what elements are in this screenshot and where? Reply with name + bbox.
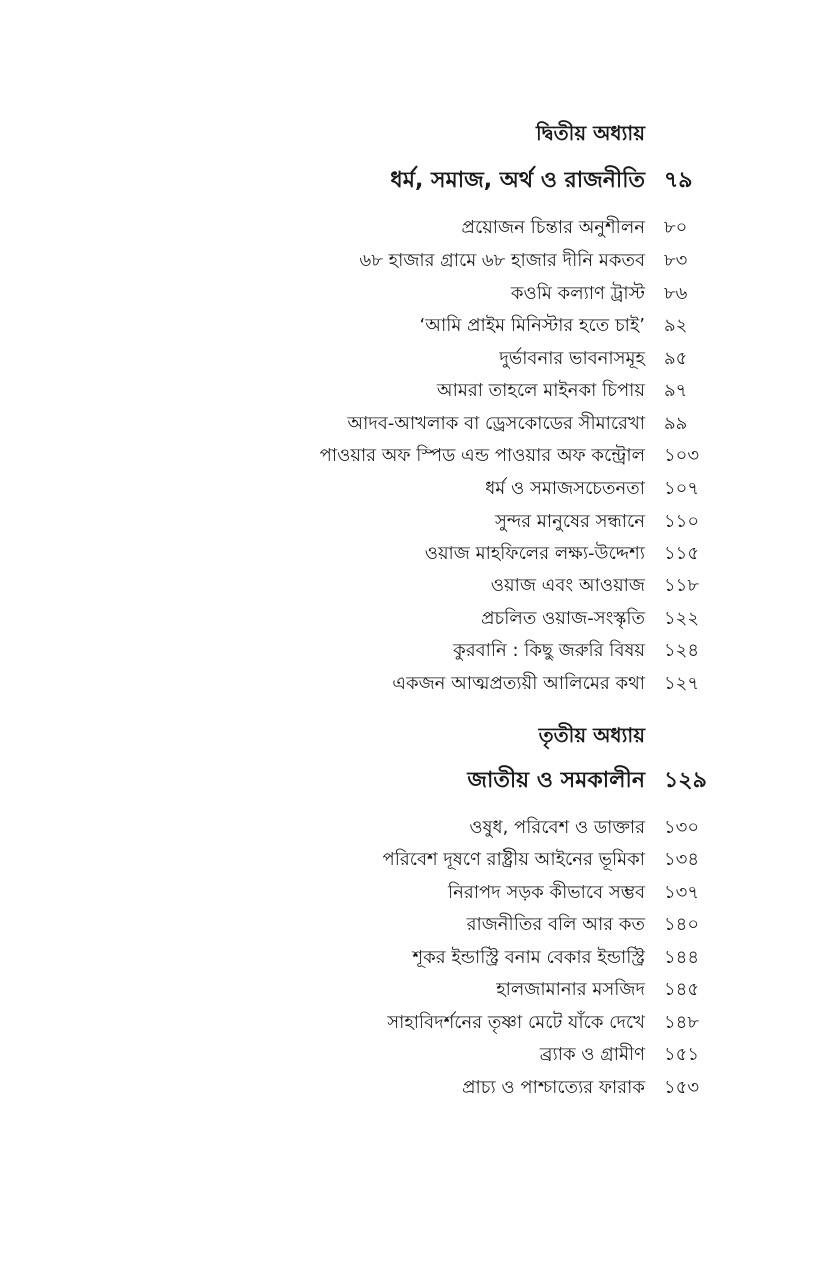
chapter-heading: দ্বিতীয় অধ্যায় — [536, 121, 645, 145]
section-page-number: ৭৯ — [664, 168, 693, 193]
toc-entry — [0, 539, 825, 569]
toc-entry — [0, 507, 825, 537]
section-title: ধর্ম, সমাজ, অর্থ ও রাজনীতি — [390, 168, 645, 193]
entry-title: সাহাবিদর্শনের তৃষ্ণা মেটে যাঁকে দেখে — [387, 1012, 645, 1033]
entry-page-number: ১৩৭ — [664, 882, 700, 903]
entry-title: ‘আমি প্রাইম মিনিস্টার হতে চাই’ — [419, 315, 645, 336]
entry-page-number: ১৩০ — [664, 817, 700, 838]
toc-entry — [0, 910, 825, 940]
entry-page-number: ১০৩ — [664, 445, 700, 466]
entry-title: আমরা তাহলে মাইনকা চিপায় — [436, 380, 645, 401]
entry-title: কওমি কল্যাণ ট্রাস্ট — [510, 283, 645, 304]
entry-title: নিরাপদ সড়ক কীভাবে সম্ভব — [448, 882, 645, 903]
section-page-number: ১২৯ — [664, 768, 707, 793]
entry-page-number: ১০৭ — [664, 478, 700, 499]
toc-entry — [0, 878, 825, 908]
toc-entry — [0, 1073, 825, 1103]
toc-entry — [0, 636, 825, 666]
entry-title: পাওয়ার অফ স্পিড এন্ড পাওয়ার অফ কন্ট্রোল — [319, 445, 645, 466]
entry-title: দুর্ভাবনার ভাবনাসমূহ — [499, 348, 645, 369]
entry-title: প্রাচ্য ও পাশ্চাত্যের ফারাক — [462, 1077, 645, 1098]
entry-title: ব্র্যাক ও গ্রামীণ — [539, 1044, 645, 1065]
entry-page-number: ৮৩ — [664, 250, 688, 271]
entry-page-number: ১১০ — [664, 511, 700, 532]
entry-title: ওয়াজ এবং আওয়াজ — [490, 575, 645, 596]
toc-entry — [0, 376, 825, 406]
entry-title: ওয়াজ মাহফিলের লক্ষ্য-উদ্দেশ্য — [424, 543, 645, 564]
entry-page-number: ৮০ — [664, 217, 688, 238]
entry-title: পরিবেশ দূষণে রাষ্ট্রীয় আইনের ভূমিকা — [382, 849, 645, 870]
toc-entry — [0, 1008, 825, 1038]
entry-page-number: ১৪৫ — [664, 979, 700, 1000]
entry-page-number: ১২২ — [664, 608, 700, 629]
entry-page-number: ১২৭ — [664, 673, 700, 694]
toc-entry — [0, 474, 825, 504]
entry-title: ধর্ম ও সমাজসচেতনতা — [485, 478, 645, 499]
entry-page-number: ১৩৪ — [664, 849, 700, 870]
entry-title: আদব-আখলাক বা ড্রেসকোডের সীমারেখা — [347, 413, 645, 434]
toc-entry — [0, 213, 825, 243]
entry-page-number: ১২৪ — [664, 640, 700, 661]
chapter-2-label — [0, 118, 825, 148]
toc-entry — [0, 669, 825, 699]
toc-entry — [0, 1040, 825, 1070]
entry-page-number: ৮৬ — [664, 283, 688, 304]
entry-title: কুরবানি : কিছু জরুরি বিষয় — [453, 640, 645, 661]
toc-entry — [0, 604, 825, 634]
entry-title: প্রয়োজন চিন্তার অনুশীলন — [461, 217, 645, 238]
entry-page-number: ৯২ — [664, 315, 688, 336]
entry-page-number: ১৪৮ — [664, 1012, 700, 1033]
toc-entry — [0, 571, 825, 601]
toc-entry — [0, 311, 825, 341]
entry-title: সুন্দর মানুষের সন্ধানে — [494, 511, 645, 532]
chapter-heading: তৃতীয় অধ্যায় — [538, 723, 645, 747]
section-title: জাতীয় ও সমকালীন — [467, 768, 645, 793]
entry-page-number: ১১৮ — [664, 575, 700, 596]
entry-title: রাজনীতির বলি আর কত — [466, 914, 645, 935]
toc-entry — [0, 409, 825, 439]
entry-page-number: ১১৫ — [664, 543, 700, 564]
chapter-2-section-title — [0, 166, 825, 196]
entry-title: শূকর ইন্ডাস্ট্রি বনাম বেকার ইন্ডাস্ট্রি — [412, 947, 645, 968]
entry-page-number: ১৪৪ — [664, 947, 700, 968]
entry-page-number: ৯৯ — [664, 413, 688, 434]
toc-entry — [0, 813, 825, 843]
entry-page-number: ১৫৩ — [664, 1077, 700, 1098]
entry-title: প্রচলিত ওয়াজ-সংস্কৃতি — [481, 608, 645, 629]
entry-page-number: ১৫১ — [664, 1044, 700, 1065]
chapter-3-section-title — [0, 766, 825, 796]
toc-entry — [0, 441, 825, 471]
toc-entry — [0, 845, 825, 875]
toc-entry — [0, 344, 825, 374]
toc-entry — [0, 943, 825, 973]
entry-page-number: ৯৭ — [664, 380, 688, 401]
entry-title: ওষুধ, পরিবেশ ও ডাক্তার — [469, 817, 645, 838]
entry-page-number: ৯৫ — [664, 348, 688, 369]
entry-title: একজন আত্মপ্রত্যয়ী আলিমের কথা — [392, 673, 645, 694]
chapter-3-label — [0, 720, 825, 750]
entry-title: ৬৮ হাজার গ্রামে ৬৮ হাজার দীনি মকতব — [359, 250, 645, 271]
toc-entry — [0, 975, 825, 1005]
entry-page-number: ১৪০ — [664, 914, 700, 935]
entry-title: হালজামানার মসজিদ — [496, 979, 645, 1000]
toc-entry — [0, 279, 825, 309]
toc-entry — [0, 246, 825, 276]
